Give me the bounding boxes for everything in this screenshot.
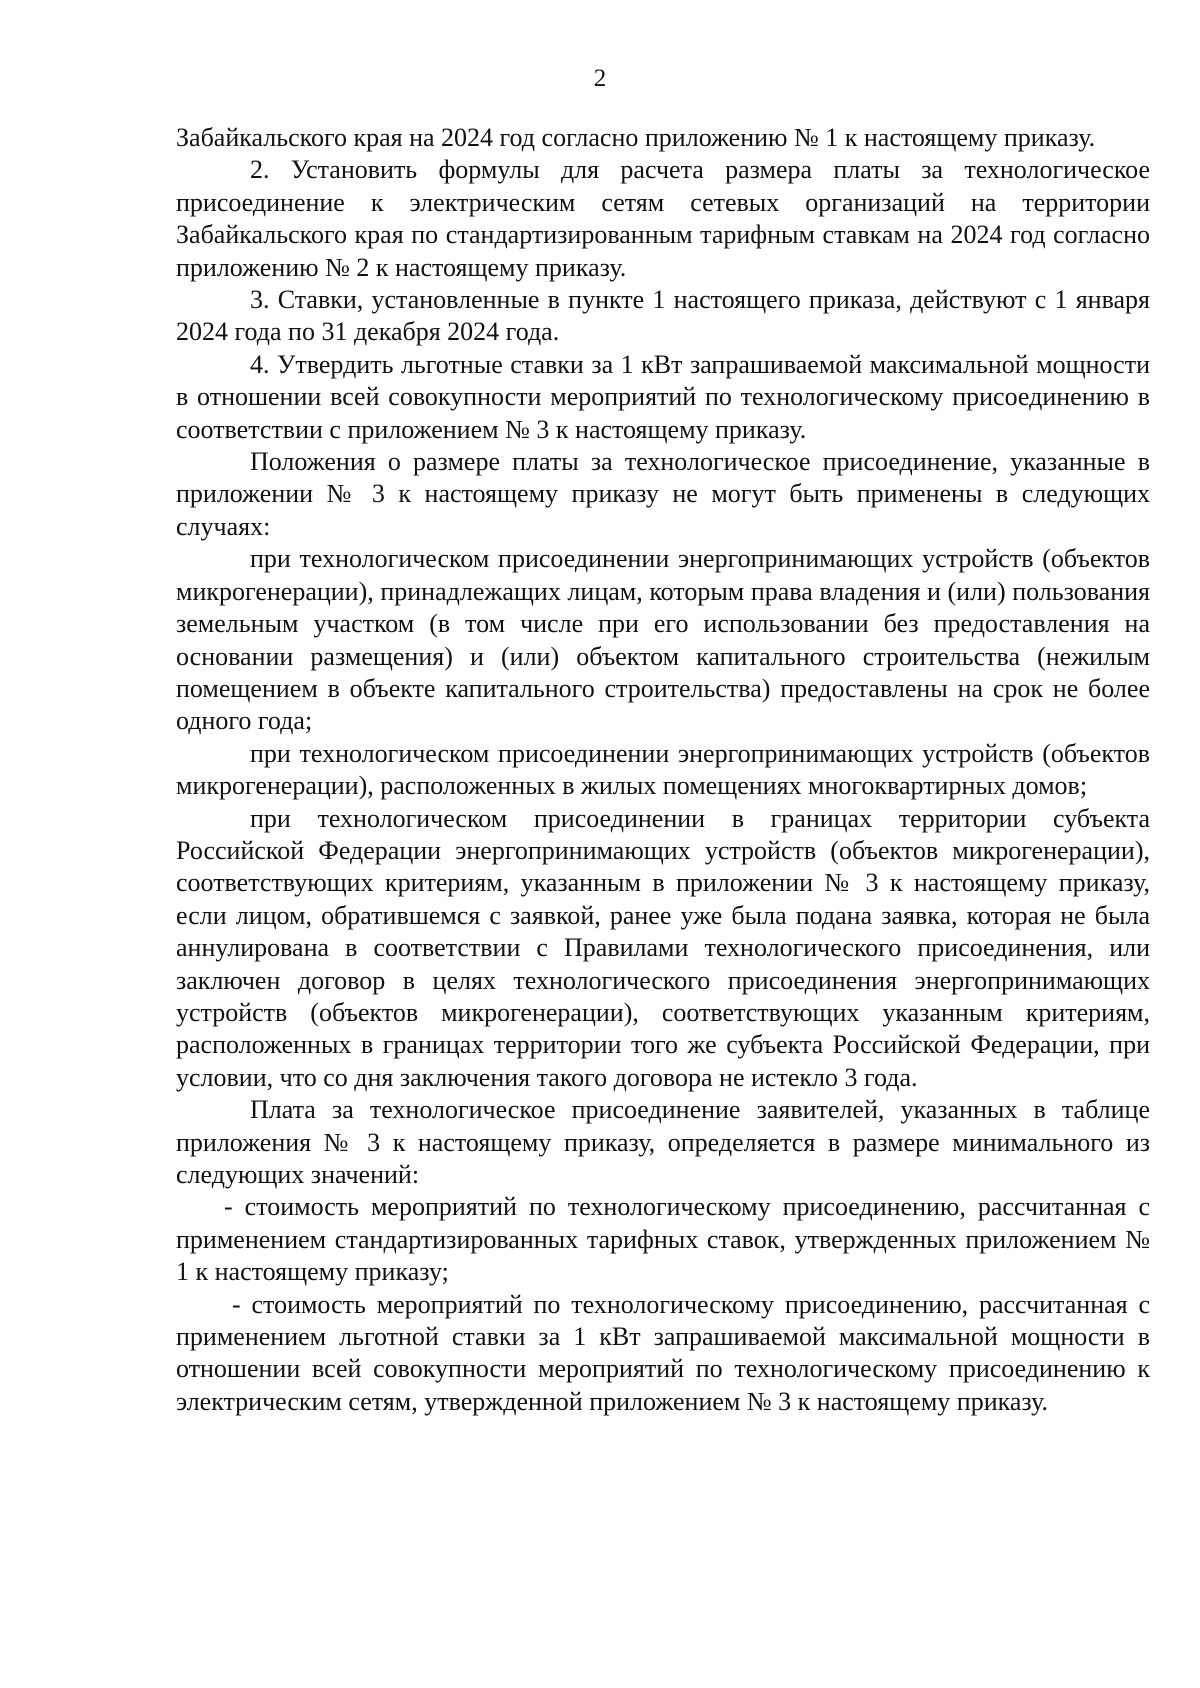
paragraph-case-3: при технологическом присоединении в границах территории субъекта Российской Федерации энергопринимающих устройств (объектов микрогенерации), соответствующих критериям, указанным в приложении № 3 к настоящему приказу, если лицом, обратившемся с заявкой, ранее уже была подана заявка, которая не была аннулирована в соответствии с Правилами технологического присоединения, или заключен договор в целях технологического присоединения энергопринимающих устройств (объектов микрогенерации), соответствующих указанным критериям, расположенных в границах территории того же субъекта Российской Федерации, при условии, что со дня заключения такого договора не истекло 3 года. (176, 803, 1150, 1092)
page-number: 2 (593, 65, 607, 92)
paragraph-case-1: при технологическом присоединении энергопринимающих устройств (объектов микрогенерации), принадлежащих лицам, которым права владения и (или) пользования земельным участком (в том числе при его использовании без предоставления на основании размещения) и (или) объектом капитального строительства (нежилым помещением в объекте капитального строительства) предоставлены на срок не более одного года; (176, 544, 1150, 736)
paragraph-fee: Плата за технологическое присоединение заявителей, указанных в таблице приложения № 3 к настоящему приказу, определяется в размере минимального из следующих значений: (176, 1095, 1150, 1189)
paragraph-dash-2: - стоимость мероприятий по технологическому присоединению, рассчитанная с применением льготной ставки за 1 кВт запрашиваемой максимальной мощности в отношении всей совокупности мероприятий по технологическому присоединению к электрическим сетям, утвержденной приложением № 3 к настоящему приказу. (176, 1289, 1150, 1416)
paragraph-item-3: 3. Ставки, установленные в пункте 1 настоящего приказа, действуют с 1 января 2024 года по 31 декабря 2024 года. (176, 285, 1150, 347)
paragraph-item-4: 4. Утвердить льготные ставки за 1 кВт запрашиваемой максимальной мощности в отношении всей совокупности мероприятий по технологическому присоединению в соответствии с приложением № 3 к настоящему приказу. (176, 349, 1150, 444)
paragraph-case-2: при технологическом присоединении энергопринимающих устройств (объектов микрогенерации), расположенных в жилых помещениях многоквартирных домов; (176, 738, 1150, 801)
paragraph-provisions: Положения о размере платы за технологическое присоединение, указанные в приложении № 3 к настоящему приказу не могут быть применены в следующих случаях: (176, 447, 1150, 541)
paragraph-item-2: 2. Установить формулы для расчета размера платы за технологическое присоединение к электрическим сетям сетевых организаций на территории Забайкальского края по стандартизированным тарифным ставкам на 2024 год согласно приложению № 2 к настоящему приказу. (176, 155, 1150, 282)
document-body (176, 122, 1150, 1418)
paragraph-dash-1: - стоимость мероприятий по технологическому присоединению, рассчитанная с применением стандартизированных тарифных ставок, утвержденных приложением № 1 к настоящему приказу; (176, 1192, 1150, 1287)
paragraph-continuation: Забайкальского края на 2024 год согласно приложению № 1 к настоящему приказу. (176, 123, 1096, 152)
